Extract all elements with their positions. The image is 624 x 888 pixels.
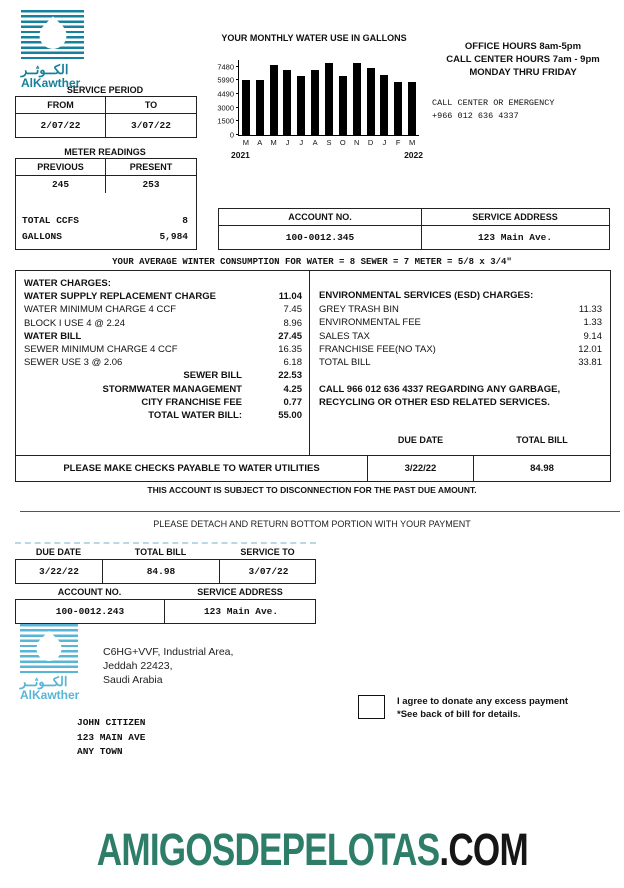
chart-bar <box>353 63 361 135</box>
chart-bar <box>339 76 347 135</box>
company-address <box>103 645 233 687</box>
company-address-line2: Jeddah 22423, <box>103 660 173 672</box>
meter-readings-table <box>15 158 197 250</box>
company-logo-top <box>21 10 141 90</box>
charge-summary-row: CITY FRANCHISE FEE 0.77 <box>141 396 302 408</box>
chart-bar <box>297 76 305 135</box>
meter-present-header: PRESENT <box>129 162 173 172</box>
chart-xtick-label: A <box>312 138 318 147</box>
detach-due-date-header: DUE DATE <box>35 547 82 557</box>
charge-summary-row: STORMWATER MANAGEMENT 4.25 <box>102 383 302 395</box>
chart-bar <box>242 80 250 135</box>
chart-xtick-label: J <box>285 138 290 147</box>
total-ccfs-label: TOTAL CCFS <box>22 215 80 226</box>
detach-service-to-value: 3/07/22 <box>248 566 289 577</box>
service-period-from-header: FROM <box>16 97 106 113</box>
disconnection-note: THIS ACCOUNT IS SUBJECT TO DISCONNECTION FOR THE PAST DUE AMOUNT. <box>147 485 477 495</box>
gallons-label: GALLONS <box>22 231 62 242</box>
water-drop-logo-icon <box>21 10 84 62</box>
company-address-line1: C6HG+VVF, Industrial Area, <box>103 646 234 658</box>
chart-bar <box>367 68 375 135</box>
detach-table-2 <box>15 584 316 624</box>
chart-xtick-label: M <box>270 138 277 147</box>
office-hours-line2: CALL CENTER HOURS 7am - 9pm <box>446 54 600 65</box>
chart-ytick-mark <box>236 66 239 67</box>
total-bill-label: TOTAL BILL <box>516 435 568 445</box>
chart-ytick-label: 7480 <box>217 62 234 72</box>
chart-bar <box>256 80 264 135</box>
esd-charges-rows <box>319 303 602 369</box>
water-charges-summary-rows <box>24 369 302 422</box>
detach-service-address-header: SERVICE ADDRESS <box>197 587 283 597</box>
office-hours-block <box>425 40 621 79</box>
chart-plot <box>217 60 419 147</box>
charge-summary-row: SEWER BILL 22.53 <box>183 370 302 382</box>
chart-xtick-label: S <box>326 138 332 147</box>
company-address-line3: Saudi Arabia <box>103 674 163 686</box>
chart-ytick-mark <box>236 79 239 80</box>
winter-consumption-note: YOUR AVERAGE WINTER CONSUMPTION FOR WATER = 8 SEWER = 7 METER = 5/8 x 3/4" <box>112 257 512 267</box>
donate-checkbox[interactable] <box>358 695 385 719</box>
water-charges-section <box>24 277 302 422</box>
detach-total-bill-value: 84.98 <box>103 560 220 583</box>
charge-row: SEWER USE 3 @ 2.06 6.18 <box>24 357 302 369</box>
charge-row: WATER SUPPLY REPLACEMENT CHARGE 11.04 <box>24 291 302 303</box>
water-charges-title: WATER CHARGES: <box>24 278 111 289</box>
logo-name-text-bottom: AlKawther <box>20 688 80 702</box>
meter-present-value: 253 <box>142 179 160 190</box>
detach-service-to-header: SERVICE TO <box>240 547 295 557</box>
chart-ytick-mark <box>236 107 239 108</box>
water-drop-logo-icon-bottom <box>20 624 78 674</box>
brand-tld: .COM <box>439 824 528 875</box>
chart-xtick-label: N <box>353 138 360 147</box>
donate-line1: I agree to donate any excess payment <box>397 696 569 707</box>
donate-line2: *See back of bill for details. <box>397 709 521 720</box>
service-period-table <box>15 96 197 138</box>
chart-ytick-label: 4490 <box>217 89 234 99</box>
charge-summary-row: TOTAL WATER BILL: 55.00 <box>148 410 302 422</box>
esd-note-line2: RECYCLING OR OTHER ESD RELATED SERVICES. <box>319 397 550 409</box>
esd-note-line1: CALL 966 012 636 4337 REGARDING ANY GARBAGE, <box>319 384 561 396</box>
account-no-value: 100-0012.345 <box>219 226 422 249</box>
service-address-value: 123 Main Ave. <box>477 232 553 243</box>
service-period-to-header: TO <box>144 100 158 110</box>
chart-ytick-label: 1500 <box>217 116 234 126</box>
meter-previous-value: 245 <box>16 176 106 193</box>
chart-xtick-label: F <box>395 138 401 147</box>
chart-ytick-label: 0 <box>229 130 234 140</box>
mail-to-line1: JOHN CITIZEN <box>77 717 146 728</box>
detach-table-1 <box>15 542 316 584</box>
esd-charge-row: FRANCHISE FEE(NO TAX) 12.01 <box>319 343 602 355</box>
esd-note <box>319 383 602 409</box>
charge-row: SEWER MINIMUM CHARGE 4 CCF 16.35 <box>24 344 302 356</box>
call-center-block <box>432 97 554 123</box>
call-center-phone: +966 012 636 4337 <box>432 111 519 121</box>
donate-section <box>358 695 568 721</box>
account-no-header: ACCOUNT NO. <box>219 209 422 225</box>
brand-name: AMIGOSDEPELOTAS <box>96 824 440 875</box>
chart-bar <box>325 63 333 135</box>
chart-year-start: 2021 <box>231 150 250 160</box>
chart-xtick-label: J <box>299 138 304 147</box>
chart-xtick-label: O <box>339 138 346 147</box>
service-period-to-value: 3/07/22 <box>131 120 171 131</box>
chart-bar <box>394 82 402 136</box>
esd-charge-row: ENVIRONMENTAL FEE 1.33 <box>319 317 602 329</box>
charges-divider <box>309 271 310 455</box>
chart-xtick-label: M <box>408 138 416 147</box>
esd-charge-row: GREY TRASH BIN 11.33 <box>319 304 602 316</box>
charge-row: WATER BILL 27.45 <box>24 330 302 342</box>
logo-arabic-text: الكــوثــر <box>21 62 69 77</box>
chart-xtick-label: M <box>242 138 250 147</box>
esd-charges-title: ENVIRONMENTAL SERVICES (ESD) CHARGES: <box>319 290 534 301</box>
water-charges-rows <box>24 290 302 369</box>
logo-arabic-text-bottom: الكــوثــر <box>20 674 68 689</box>
chart-bar <box>380 75 388 135</box>
meter-previous-header: PREVIOUS <box>16 159 106 175</box>
chart-ytick-mark <box>236 93 239 94</box>
payment-labels <box>16 435 610 445</box>
chart-xtick-label: J <box>382 138 387 147</box>
gallons-row <box>22 231 188 242</box>
gallons-value: 5,984 <box>159 231 188 242</box>
detach-instruction: PLEASE DETACH AND RETURN BOTTOM PORTION WITH YOUR PAYMENT <box>153 519 471 529</box>
account-table <box>218 208 610 250</box>
chart-ytick-mark <box>236 120 239 121</box>
chart-ytick-label: 3000 <box>217 103 234 113</box>
checks-payable-note: PLEASE MAKE CHECKS PAYABLE TO WATER UTILITIES <box>63 463 320 474</box>
esd-charge-row: TOTAL BILL 33.81 <box>319 357 602 369</box>
detach-account-no-header: ACCOUNT NO. <box>57 587 122 597</box>
chart-bar <box>283 70 291 135</box>
chart-bar <box>408 82 416 136</box>
detach-total-bill-header: TOTAL BILL <box>134 547 187 557</box>
detach-account-no-value: 100-0012.243 <box>16 600 165 623</box>
service-period-from-value: 2/07/22 <box>16 114 106 137</box>
due-date-label: DUE DATE <box>397 435 444 445</box>
call-center-label: CALL CENTER OR EMERGENCY <box>432 98 555 108</box>
esd-charge-row: SALES TAX 9.14 <box>319 330 602 342</box>
service-period-title: SERVICE PERIOD <box>66 85 144 95</box>
total-bill-value: 84.98 <box>530 463 554 474</box>
total-ccfs-value: 8 <box>182 215 188 226</box>
chart-bar <box>270 65 278 135</box>
meter-readings-title: METER READINGS <box>64 147 146 157</box>
esd-charges-section <box>319 289 602 409</box>
donate-text <box>397 695 568 721</box>
chart-ytick-mark <box>236 134 239 135</box>
due-date-value: 3/22/22 <box>367 456 474 481</box>
mail-to-line2: 123 MAIN AVE <box>77 731 146 743</box>
payment-row <box>16 455 610 481</box>
chart-bar <box>311 70 319 135</box>
monthly-usage-chart <box>205 33 423 163</box>
charge-row: WATER MINIMUM CHARGE 4 CCF 7.45 <box>24 304 302 316</box>
chart-xtick-label: D <box>367 138 374 147</box>
total-ccfs-row <box>22 215 188 226</box>
detach-service-address-value: 123 Main Ave. <box>203 606 279 617</box>
chart-title: YOUR MONTHLY WATER USE IN GALLONS <box>221 33 407 43</box>
footer-brand <box>0 824 624 876</box>
detach-separator-line <box>20 511 620 512</box>
chart-year-end: 2022 <box>404 150 423 160</box>
office-hours-line1: OFFICE HOURS 8am-5pm <box>464 41 582 52</box>
chart-xtick-label: A <box>257 138 263 147</box>
charge-row: BLOCK I USE 4 @ 2.24 8.96 <box>24 317 302 329</box>
detach-due-date-value: 3/22/22 <box>16 560 103 583</box>
mail-to-address <box>77 716 145 760</box>
service-address-header: SERVICE ADDRESS <box>472 212 558 222</box>
office-hours-line3: MONDAY THRU FRIDAY <box>469 67 577 78</box>
charges-box <box>15 270 611 482</box>
chart-ytick-label: 5990 <box>217 75 234 85</box>
mail-to-line3: ANY TOWN <box>77 746 123 757</box>
logo-name-text: AlKawther <box>21 76 81 90</box>
